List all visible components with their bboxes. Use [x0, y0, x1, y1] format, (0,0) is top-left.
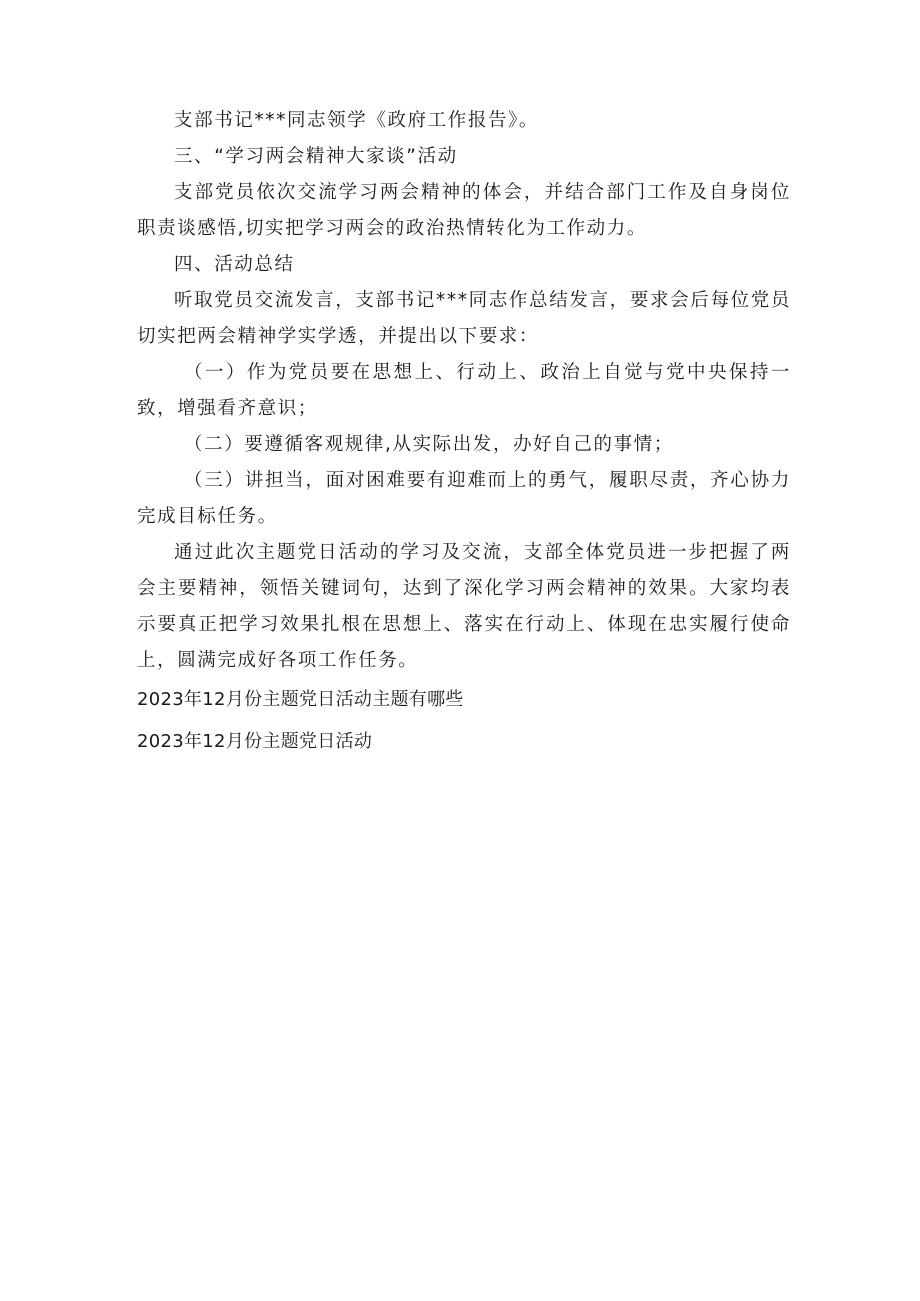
- section-heading-summary: 四、活动总结: [174, 254, 295, 275]
- paragraph-secretary-reading: 支部书记***同志领学《政府工作报告》。: [174, 110, 540, 131]
- paragraph-member-exchange: 支部党员依次交流学习两会精神的体会，并结合部门工作及自身岗位职责谈感悟,切实把学习两会的政治热情转化为工作动力。: [137, 182, 791, 239]
- requirement-item-2: （二）要遵循客观规律,从实际出发，办好自己的事情；: [184, 434, 674, 455]
- related-title-2: 2023年12月份主题党日活动: [137, 731, 373, 752]
- requirement-item-3: （三）讲担当，面对困难要有迎难而上的勇气，履职尽责，齐心协力完成目标任务。: [137, 470, 791, 527]
- document-body: [137, 103, 791, 760]
- section-heading-discussion: 三、“学习两会精神大家谈”活动: [174, 146, 458, 167]
- requirement-item-1: （一）作为党员要在思想上、行动上、政治上自觉与党中央保持一致，增强看齐意识；: [137, 362, 791, 419]
- paragraph-conclusion: 通过此次主题党日活动的学习及交流，支部全体党员进一步把握了两会主要精神，领悟关键词句，达到了深化学习两会精神的效果。大家均表示要真正把学习效果扎根在思想上、落实在行动上、体现在忠实履行使命上，圆满完成好各项工作任务。: [137, 542, 791, 671]
- paragraph-summary-speech: 听取党员交流发言，支部书记***同志作总结发言，要求会后每位党员切实把两会精神学实学透，并提出以下要求：: [137, 290, 791, 347]
- related-title-1: 2023年12月份主题党日活动主题有哪些: [137, 689, 464, 710]
